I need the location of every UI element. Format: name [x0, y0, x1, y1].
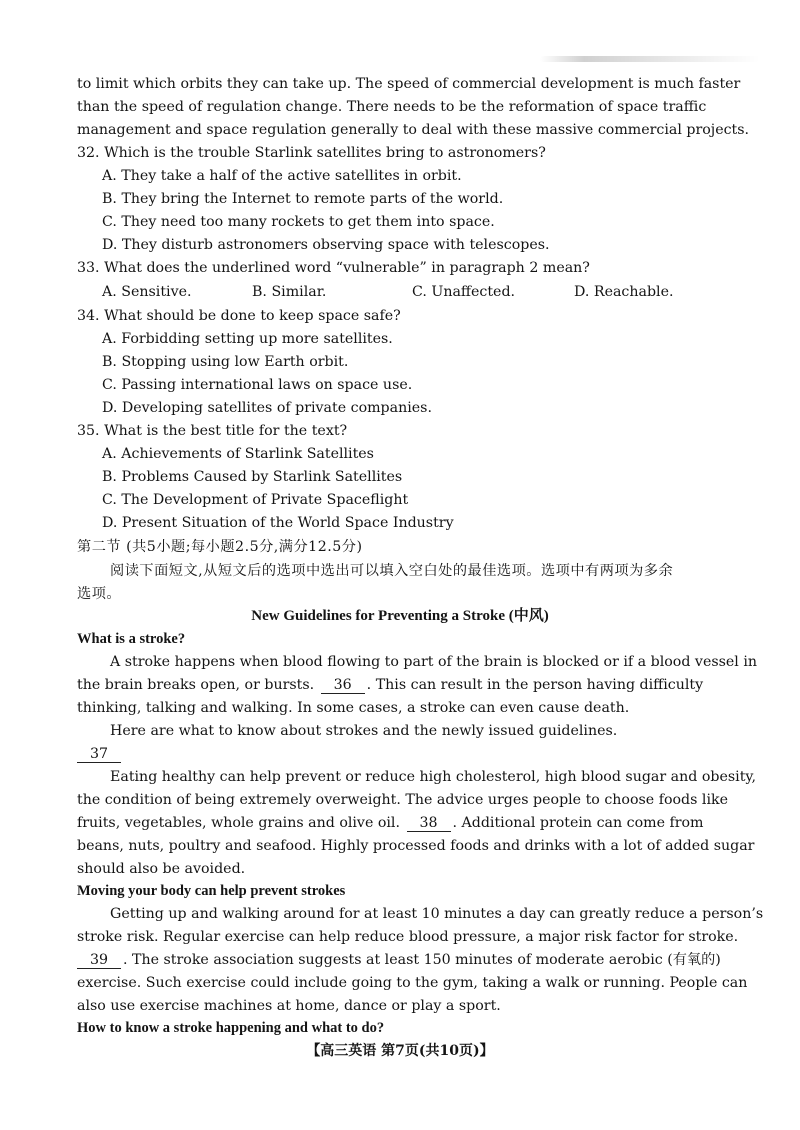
option-33b: B. Similar.: [252, 284, 327, 300]
question-34: 34. What should be done to keep space safe?: [77, 308, 401, 324]
option-35d: D. Present Situation of the World Space Industry: [102, 515, 454, 531]
paragraph-line: A stroke happens when blood flowing to part of the brain is blocked or if a blood vessel in: [110, 654, 758, 670]
text-segment: fruits, vegetables, whole grains and olive oil.: [77, 815, 400, 831]
paragraph-line: exercise. Such exercise could include going to the gym, taking a walk or running. People can: [77, 975, 748, 991]
article-title: New Guidelines for Preventing a Stroke (中风): [251, 608, 549, 624]
question-35: 35. What is the best title for the text?: [77, 423, 348, 439]
option-34c: C. Passing international laws on space use.: [102, 377, 413, 393]
section-instruction: 阅读下面短文,从短文后的选项中选出可以填入空白处的最佳选项。选项中有两项为多余: [110, 563, 674, 579]
text-segment: . The stroke association suggests at least 150 minutes of moderate aerobic (有氧的): [123, 952, 721, 968]
passage-line: management and space regulation generally to deal with these massive commercial projects.: [77, 122, 750, 138]
paragraph-line: the condition of being extremely overweight. The advice urges people to choose foods like: [77, 792, 728, 808]
paragraph-line: also use exercise machines at home, dance or play a sport.: [77, 998, 501, 1014]
heading-moving-body: Moving your body can help prevent strokes: [77, 883, 346, 899]
section-instruction-cont: 选项。: [77, 586, 122, 602]
option-34b: B. Stopping using low Earth orbit.: [102, 354, 349, 370]
heading-what-is-stroke: What is a stroke?: [77, 631, 186, 647]
paragraph-line: [77, 814, 732, 832]
paragraph-line: [77, 951, 732, 969]
paragraph-line: beans, nuts, poultry and seafood. Highly processed foods and drinks with a lot of added sugar: [77, 838, 755, 854]
option-32a: A. They take a half of the active satellites in orbit.: [102, 168, 462, 184]
paragraph-line: Here are what to know about strokes and the newly issued guidelines.: [110, 723, 618, 739]
page-footer: 【高三英语 第7页(共10页)】: [306, 1043, 494, 1059]
option-32b: B. They bring the Internet to remote parts of the world.: [102, 191, 504, 207]
question-33: 33. What does the underlined word “vulnerable” in paragraph 2 mean?: [77, 260, 590, 276]
option-32c: C. They need too many rockets to get them into space.: [102, 214, 495, 230]
option-33d: D. Reachable.: [574, 284, 674, 300]
text-segment: . Additional protein can come from: [452, 815, 704, 831]
option-35c: C. The Development of Private Spaceflight: [102, 492, 409, 508]
option-34a: A. Forbidding setting up more satellites.: [102, 331, 393, 347]
heading-stroke-happening: How to know a stroke happening and what to do?: [77, 1020, 385, 1036]
option-32d: D. They disturb astronomers observing space with telescopes.: [102, 237, 550, 253]
paragraph-line: Eating healthy can help prevent or reduce high cholesterol, high blood sugar and obesity,: [110, 769, 757, 785]
option-34d: D. Developing satellites of private companies.: [102, 400, 432, 416]
paragraph-line: stroke risk. Regular exercise can help reduce blood pressure, a major risk factor for stroke.: [77, 929, 739, 945]
option-35a: A. Achievements of Starlink Satellites: [102, 446, 374, 462]
scan-smudge: [540, 56, 760, 62]
blank-37-line: [77, 745, 732, 763]
paragraph-line: [77, 676, 732, 694]
text-segment: . This can result in the person having difficulty: [366, 677, 704, 693]
passage-line: than the speed of regulation change. There needs to be the reformation of space traffic: [77, 99, 707, 115]
blank-39[interactable]: 39: [77, 953, 121, 969]
option-33c: C. Unaffected.: [412, 284, 516, 300]
option-33a: A. Sensitive.: [102, 284, 192, 300]
option-35b: B. Problems Caused by Starlink Satellites: [102, 469, 403, 485]
question-32: 32. Which is the trouble Starlink satellites bring to astronomers?: [77, 145, 546, 161]
text-segment: the brain breaks open, or bursts.: [77, 677, 315, 693]
options-33: [102, 283, 722, 301]
blank-36[interactable]: 36: [321, 678, 365, 694]
blank-38[interactable]: 38: [407, 816, 451, 832]
paragraph-line: thinking, talking and walking. In some cases, a stroke can even cause death.: [77, 700, 630, 716]
passage-line: to limit which orbits they can take up. The speed of commercial development is much faster: [77, 76, 741, 92]
blank-37[interactable]: 37: [77, 747, 121, 763]
paragraph-line: should also be avoided.: [77, 861, 246, 877]
paragraph-line: Getting up and walking around for at least 10 minutes a day can greatly reduce a person’s: [110, 906, 764, 922]
section-header: 第二节 (共5小题;每小题2.5分,满分12.5分): [77, 539, 363, 555]
